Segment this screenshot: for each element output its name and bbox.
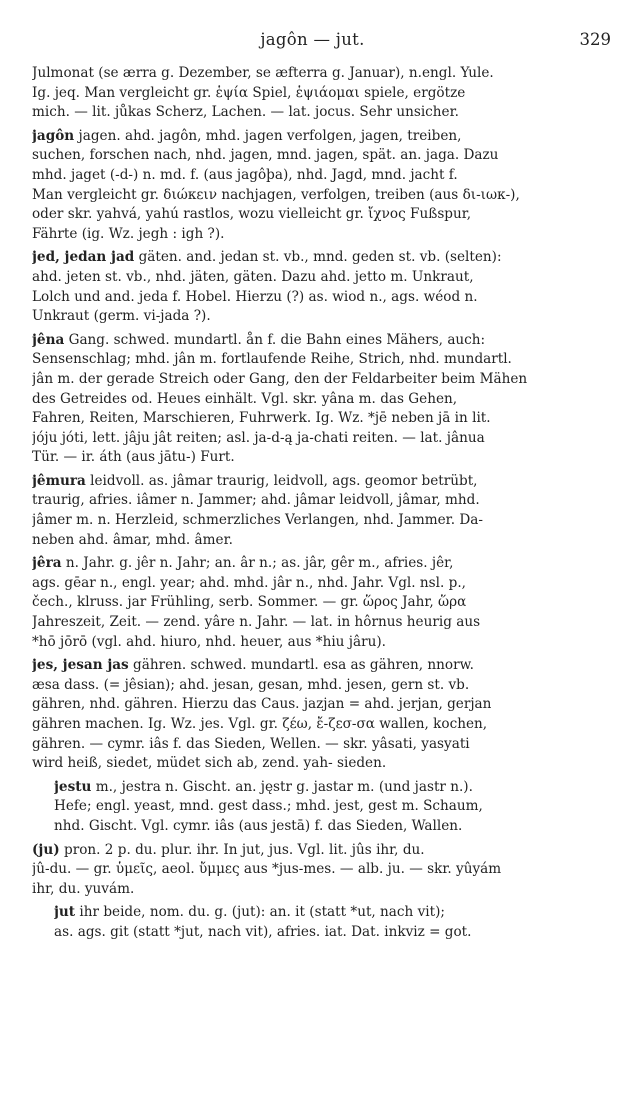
entry-line	[32, 205, 610, 225]
entry-text: jóju jóti, lett. jâju jât reiten; asl. ja-d-ą ja-chati reiten. — lat. jânua	[32, 429, 485, 446]
headword: jagôn	[32, 127, 75, 144]
entry-text: Tür. — ir. áth (aus jātu-) Furt.	[32, 449, 235, 466]
entry-text: gähren, nhd. gähren. Hierzu das Caus. jazjan = ahd. jerjan, gerjan	[32, 696, 492, 713]
entry-text: Julmonat (se ærra g. Dezember, se æfterra g. Januar), n.engl. Yule.	[32, 65, 494, 81]
entry-text: ihr, du. yuvám.	[32, 880, 135, 897]
entry-line	[32, 390, 610, 410]
entry-text: jagen. ahd. jagôn, mhd. jagen verfolgen, jagen, treiben,	[74, 127, 462, 144]
entry-line	[32, 633, 610, 653]
headword: jestu	[54, 778, 92, 795]
entry-line	[32, 166, 610, 186]
entry-text: ags. gēar n., engl. year; ahd. mhd. jâr n., nhd. Jahr. Vgl. nsl. p.,	[32, 574, 466, 591]
entry-text: Gang. schwed. mundartl. ån f. die Bahn eines Mähers, auch:	[64, 331, 486, 348]
entry-line	[32, 735, 610, 755]
entry-line	[32, 754, 610, 774]
headword: jêna	[32, 331, 65, 348]
entry-line	[32, 146, 610, 166]
entry-text: Fahren, Reiten, Marschieren, Fuhrwerk. Ig. Wz. *jē neben jā in lit.	[32, 410, 491, 427]
entry-text: jân m. der gerade Streich oder Gang, den der Feldarbeiter beim Mähen	[32, 370, 528, 387]
entry-text: gähren. schwed. mundartl. esa as gähren, nnorw.	[128, 657, 474, 674]
entry-line	[32, 127, 610, 147]
entry-line	[32, 429, 610, 449]
entry-text: *hō jōrō (vgl. ahd. hiuro, nhd. heuer, aus *hiu jâru).	[32, 633, 386, 650]
entry-line	[32, 676, 610, 696]
entry-line	[32, 103, 610, 123]
entry-text: m., jestra n. Gischt. an. jęstr g. jastar m. (und jastr n.).	[91, 778, 473, 795]
entry-text: mich. — lit. jůkas Scherz, Lachen. — lat. jocus. Sehr unsicher.	[32, 104, 459, 121]
entry-line	[32, 288, 610, 308]
entry-line	[32, 448, 610, 468]
dictionary-entry	[32, 656, 610, 774]
entry-text: n. Jahr. g. jêr n. Jahr; an. âr n.; as. jâr, gêr m., afries. jêr,	[61, 555, 454, 572]
entry-line	[32, 409, 610, 429]
running-head: jagôn — jut.	[260, 30, 365, 49]
entry-line	[32, 307, 610, 327]
entry-line	[32, 880, 610, 900]
entry-line	[32, 656, 610, 676]
entry-line	[32, 64, 610, 84]
entry-text: as. ags. git (statt *jut, nach vit), afries. iat. Dat. inkviz = got.	[54, 923, 472, 940]
dictionary-entry	[32, 778, 610, 837]
entry-text: Sensenschlag; mhd. jân m. fortlaufende Reihe, Strich, nhd. mundartl.	[32, 351, 512, 368]
entry-text: gähren. — cymr. iâs f. das Sieden, Wellen. — skr. yâsati, yasyati	[32, 735, 470, 752]
entry-text: Man vergleicht gr. διώκειν nachjagen, verfolgen, treiben (aus δι-ιωκ-),	[32, 186, 520, 203]
page-number: 329	[579, 30, 611, 49]
headword: (ju)	[32, 841, 60, 858]
entry-text: Unkraut (germ. vi-jada ?).	[32, 308, 211, 325]
entry-text: gähren machen. Ig. Wz. jes. Vgl. gr. ζέω, ἔ-ζεσ-σα wallen, kochen,	[32, 716, 488, 732]
entry-text: wird heiß, siedet, müdet sich ab, zend. yah- sieden.	[32, 755, 387, 772]
entry-line	[32, 186, 610, 206]
entry-text: leidvoll. as. jâmar traurig, leidvoll, ags. geomor betrübt,	[85, 472, 478, 489]
dictionary-entry	[32, 841, 610, 900]
entry-text: Jahreszeit, Zeit. — zend. yâre n. Jahr. — lat. in hôrnus heurig aus	[32, 614, 481, 631]
dictionary-entry	[32, 127, 610, 245]
entry-line	[32, 715, 610, 735]
page-header	[0, 30, 625, 54]
entry-line	[32, 531, 610, 551]
entry-text: čech., klruss. jar Frühling, serb. Sommer. — gr. ὥρος Jahr, ὥρα	[32, 594, 467, 611]
entry-text: jâmer m. n. Herzleid, schmerzliches Verlangen, nhd. Jammer. Da-	[32, 512, 483, 529]
entry-line	[32, 593, 610, 613]
entry-line	[32, 613, 610, 633]
entry-text: Hefe; engl. yeast, mnd. gest dass.; mhd. jest, gest m. Schaum,	[54, 798, 483, 815]
entry-text: suchen, forschen nach, nhd. jagen, mnd. jagen, spät. an. jaga. Dazu	[32, 147, 499, 164]
entry-line	[32, 695, 610, 715]
headword: jes, jesan jas	[32, 657, 129, 674]
entry-line	[32, 248, 610, 268]
entry-line	[32, 268, 610, 288]
headword: jut	[54, 904, 76, 921]
entry-text: oder skr. yahvá, yahú rastlos, wozu vielleicht gr. ἴχνος Fußspur,	[32, 206, 472, 223]
dictionary-body	[32, 64, 610, 947]
entry-line	[32, 370, 610, 390]
headword: jêmura	[32, 472, 86, 489]
entry-text: Fährte (ig. Wz. jegh : igh ?).	[32, 225, 225, 242]
entry-text: gäten. and. jedan st. vb., mnd. geden st. vb. (selten):	[134, 249, 502, 266]
entry-text: æsa dass. (= jêsian); ahd. jesan, gesan, mhd. jesen, gern st. vb.	[32, 676, 470, 693]
dictionary-entry	[32, 472, 610, 550]
entry-line	[54, 817, 610, 837]
entry-text: neben ahd. âmar, mhd. âmer.	[32, 531, 233, 548]
entry-line	[32, 860, 610, 880]
dictionary-entry	[32, 554, 610, 652]
entry-text: mhd. jaget (-d-) n. md. f. (aus jagôþa), nhd. Jagd, mnd. jacht f.	[32, 166, 458, 183]
entry-line	[32, 491, 610, 511]
entry-text: ihr beide, nom. du. g. (jut): an. it (statt *ut, nach vit);	[75, 904, 445, 921]
dictionary-entry	[32, 248, 610, 326]
entry-line	[32, 350, 610, 370]
entry-text: jû-du. — gr. ὑμεῖς, aeol. ὔμμες aus *jus-mes. — alb. ju. — skr. yûyám	[32, 861, 502, 878]
headword: jêra	[32, 555, 62, 572]
entry-text: ahd. jeten st. vb., nhd. jäten, gäten. Dazu ahd. jetto m. Unkraut,	[32, 268, 474, 285]
entry-line	[32, 511, 610, 531]
entry-text: Lolch und and. jeda f. Hobel. Hierzu (?) as. wiod n., ags. wéod n.	[32, 288, 478, 305]
entry-line	[32, 84, 610, 104]
entry-line	[32, 841, 610, 861]
entry-text: pron. 2 p. du. plur. ihr. In jut, jus. Vgl. lit. jûs ihr, du.	[59, 841, 425, 858]
dictionary-entry	[32, 331, 610, 468]
entry-text: Ig. jeq. Man vergleicht gr. ἑψία Spiel, ἑψιάομαι spiele, ergötze	[32, 84, 466, 101]
entry-line	[32, 574, 610, 594]
entry-line	[32, 472, 610, 492]
entry-line	[32, 331, 610, 351]
dictionary-entry	[32, 64, 610, 123]
entry-line	[54, 778, 610, 798]
entry-line	[32, 554, 610, 574]
headword: jed, jedan jad	[32, 249, 135, 266]
entry-line	[54, 797, 610, 817]
dictionary-entry	[32, 903, 610, 942]
entry-line	[32, 225, 610, 245]
entry-text: traurig, afries. iâmer n. Jammer; ahd. jâmar leidvoll, jâmar, mhd.	[32, 492, 480, 509]
entry-text: des Getreides od. Heues einhält. Vgl. skr. yâna m. das Gehen,	[32, 390, 458, 407]
entry-line	[54, 923, 610, 943]
entry-line	[54, 903, 610, 923]
entry-text: nhd. Gischt. Vgl. cymr. iâs (aus jestā) f. das Sieden, Wallen.	[54, 817, 463, 834]
